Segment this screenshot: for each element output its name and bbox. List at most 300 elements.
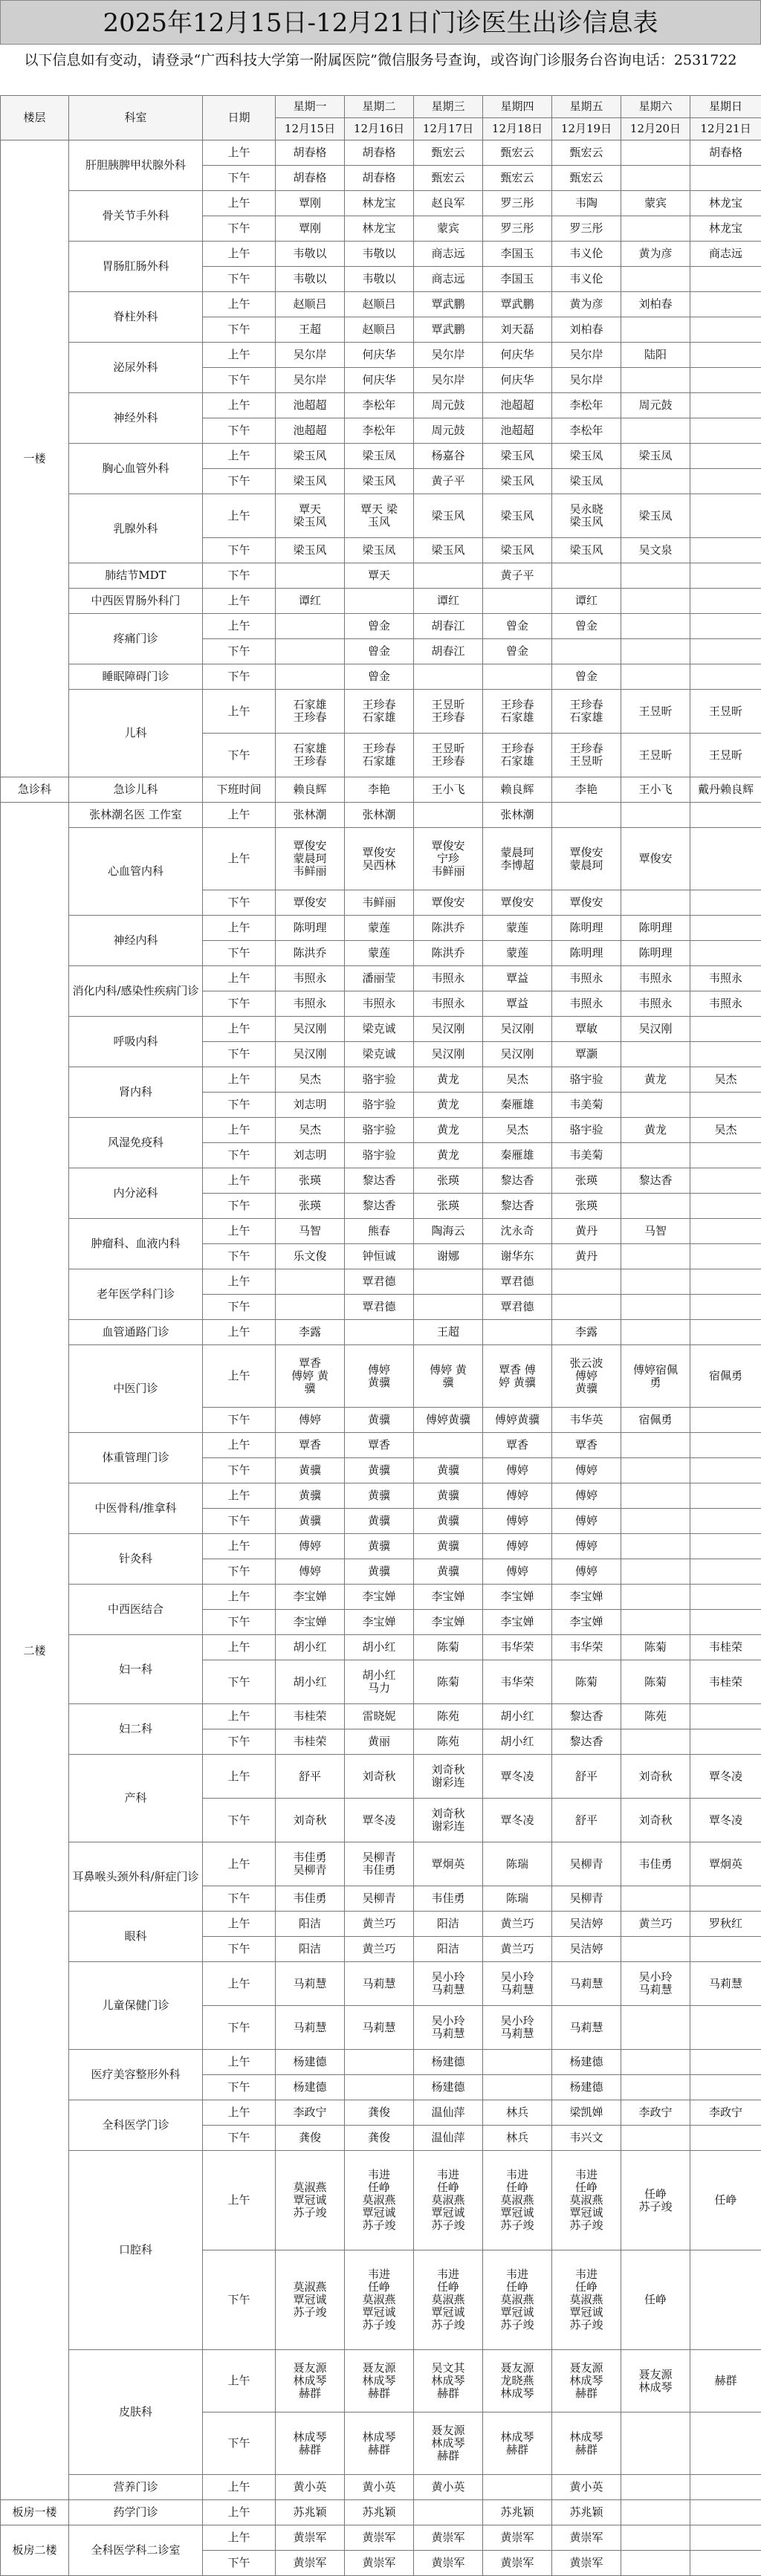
doctor-cell (690, 1143, 761, 1168)
table-row (1, 1320, 761, 1345)
session-label: 上午 (203, 589, 276, 614)
doctor-cell: 吴小玲 马莉慧 (483, 2006, 552, 2050)
floor-label: 急诊科 (1, 777, 69, 803)
doctor-cell: 韦义伦 (552, 267, 621, 292)
doctor-cell: 黄丹 (552, 1219, 621, 1244)
doctor-cell: 黄丽 (345, 1729, 414, 1755)
doctor-cell: 何庆华 (345, 368, 414, 393)
doctor-cell: 吴文其 林成琴 赫群 (414, 2350, 483, 2412)
doctor-cell: 吴汉刚 (276, 1017, 345, 1042)
doctor-cell: 舒平 (552, 1755, 621, 1799)
doctor-cell: 赵顺吕 (345, 317, 414, 343)
doctor-cell: 王超 (414, 1320, 483, 1345)
department-name: 儿童保健门诊 (69, 1962, 203, 2050)
session-label: 上午 (203, 916, 276, 941)
session-label: 上午 (203, 292, 276, 317)
doctor-cell: 陈苑 (414, 1704, 483, 1729)
table-row (1, 1704, 761, 1729)
doctor-cell (345, 589, 414, 614)
notice-text: 以下信息如有变动，请登录“广西科技大学第一附属医院”微信服务号查询，或咨询门诊服务台咨询电话：2531722 (0, 45, 761, 89)
doctor-cell: 李宝婵 (552, 1585, 621, 1610)
table-row (1, 1534, 761, 1559)
doctor-cell: 梁玉凤 (345, 444, 414, 469)
doctor-cell: 胡春格 (690, 140, 761, 166)
doctor-cell: 李政宁 (690, 2100, 761, 2126)
session-label: 上午 (203, 1067, 276, 1093)
session-label: 下午 (203, 941, 276, 966)
doctor-cell (690, 2050, 761, 2075)
doctor-cell (690, 2126, 761, 2151)
doctor-cell: 陶海云 (414, 1219, 483, 1244)
doctor-cell: 覃俊安 (276, 890, 345, 916)
doctor-cell: 韦照永 (276, 991, 345, 1017)
doctor-cell (621, 166, 690, 191)
doctor-cell (621, 1585, 690, 1610)
doctor-cell: 傅婷 (483, 1483, 552, 1509)
doctor-cell: 黄崇军 (414, 2551, 483, 2576)
doctor-cell: 李宝婵 (483, 1610, 552, 1635)
doctor-cell (690, 2525, 761, 2551)
doctor-cell (690, 2250, 761, 2350)
table-row (1, 444, 761, 469)
doctor-cell (621, 418, 690, 444)
doctor-cell (690, 1017, 761, 1042)
doctor-cell: 李政宁 (621, 2100, 690, 2126)
doctor-cell: 黄崇军 (552, 2551, 621, 2576)
doctor-cell: 温仙萍 (414, 2100, 483, 2126)
doctor-cell: 傅婷 (552, 1483, 621, 1509)
doctor-cell: 黄崇军 (345, 2525, 414, 2551)
doctor-cell (690, 2500, 761, 2525)
doctor-cell: 韦华荣 (483, 1660, 552, 1704)
session-label: 下午 (203, 1610, 276, 1635)
doctor-cell (621, 2412, 690, 2475)
doctor-cell: 张林潮 (276, 803, 345, 828)
session-label: 下午 (203, 2126, 276, 2151)
doctor-cell: 陈明理 (276, 916, 345, 941)
doctor-cell: 李松年 (345, 393, 414, 418)
doctor-cell: 马智 (621, 1219, 690, 1244)
doctor-cell: 阳洁 (276, 1912, 345, 1937)
table-row (1, 777, 761, 803)
doctor-cell: 刘柏春 (552, 317, 621, 343)
doctor-cell: 甄宏云 (552, 140, 621, 166)
doctor-cell: 王昱昕 (621, 690, 690, 734)
doctor-cell: 龚俊 (345, 2100, 414, 2126)
doctor-cell: 韦华英 (552, 1408, 621, 1433)
doctor-cell: 张林潮 (345, 803, 414, 828)
doctor-cell (690, 1559, 761, 1585)
doctor-cell (276, 639, 345, 664)
doctor-cell: 张瑛 (276, 1194, 345, 1219)
doctor-cell: 黄龙 (414, 1093, 483, 1118)
doctor-cell: 梁玉凤 (621, 444, 690, 469)
doctor-cell: 黄小英 (414, 2475, 483, 2500)
doctor-cell: 梁玉凤 (345, 538, 414, 563)
doctor-cell (690, 1886, 761, 1912)
session-label: 上午 (203, 1534, 276, 1559)
doctor-cell: 胡春江 (414, 614, 483, 639)
doctor-cell: 何庆华 (483, 343, 552, 368)
doctor-cell: 吴柳青 (345, 1886, 414, 1912)
doctor-cell: 陆阳 (621, 343, 690, 368)
doctor-cell: 聂友源 林成琴 赫群 (276, 2350, 345, 2412)
doctor-cell: 梁凯婵 (552, 2100, 621, 2126)
doctor-cell: 韦佳勇 (621, 1842, 690, 1886)
doctor-cell (621, 1458, 690, 1483)
doctor-cell: 胡小红 (276, 1660, 345, 1704)
doctor-cell (483, 1320, 552, 1345)
doctor-cell: 王小飞 (621, 777, 690, 803)
department-name: 脊柱外科 (69, 292, 203, 343)
doctor-cell: 聂友源 林成琴 (621, 2350, 690, 2412)
doctor-cell: 潘丽莹 (345, 966, 414, 991)
doctor-cell: 傅婷 黄 骥 (414, 1345, 483, 1408)
session-label: 上午 (203, 2151, 276, 2250)
doctor-cell (276, 1269, 345, 1295)
doctor-cell (621, 614, 690, 639)
doctor-cell: 黄崇军 (276, 2525, 345, 2551)
doctor-cell: 杨嘉谷 (414, 444, 483, 469)
table-row (1, 2525, 761, 2551)
doctor-cell: 胡小红 (345, 1635, 414, 1660)
department-name: 妇一科 (69, 1635, 203, 1704)
doctor-cell: 覃香 傅婷 黄 骥 (276, 1345, 345, 1408)
doctor-cell: 傅婷 (276, 1534, 345, 1559)
doctor-cell: 黄龙 (621, 1067, 690, 1093)
doctor-cell: 傅婷 (276, 1408, 345, 1433)
session-label: 下午 (203, 2412, 276, 2475)
department-name: 营养门诊 (69, 2475, 203, 2500)
doctor-cell: 梁玉风 (345, 469, 414, 494)
doctor-cell: 钟恒诚 (345, 1244, 414, 1269)
doctor-cell: 韦敬以 (345, 267, 414, 292)
table-row (1, 1842, 761, 1886)
table-row (1, 664, 761, 690)
doctor-cell (483, 2075, 552, 2100)
doctor-cell: 黄丹 (552, 1244, 621, 1269)
session-label: 上午 (203, 1345, 276, 1408)
department-name: 胸心血管外科 (69, 444, 203, 494)
doctor-cell: 陈苑 (621, 1704, 690, 1729)
doctor-cell: 吴小玲 马莉慧 (621, 1962, 690, 2006)
table-row (1, 828, 761, 890)
session-label: 下午 (203, 1729, 276, 1755)
table-row (1, 1483, 761, 1509)
doctor-cell: 蒙宾 (621, 191, 690, 216)
doctor-cell: 李松年 (552, 393, 621, 418)
doctor-cell: 吴杰 (690, 1067, 761, 1093)
doctor-cell: 王昱昕 (690, 734, 761, 777)
doctor-cell (621, 1483, 690, 1509)
doctor-cell: 任峥 (621, 2250, 690, 2350)
department-name: 血管通路门诊 (69, 1320, 203, 1345)
table-row (1, 494, 761, 538)
doctor-cell: 黄骥 (414, 1509, 483, 1534)
session-label: 下午 (203, 1244, 276, 1269)
session-label: 上午 (203, 1585, 276, 1610)
doctor-cell: 苏兆颖 (345, 2500, 414, 2525)
doctor-cell (552, 563, 621, 589)
doctor-cell: 黄崇军 (483, 2551, 552, 2576)
doctor-cell (345, 2050, 414, 2075)
session-label: 下午 (203, 890, 276, 916)
doctor-cell (621, 589, 690, 614)
doctor-cell: 聂友源 林成琴 赫群 (345, 2350, 414, 2412)
session-label: 下午 (203, 317, 276, 343)
doctor-cell: 韦照永 (552, 991, 621, 1017)
doctor-cell: 李宝婵 (345, 1585, 414, 1610)
doctor-cell: 韦桂荣 (276, 1704, 345, 1729)
doctor-cell: 黄骥 (414, 1458, 483, 1483)
session-label: 下午 (203, 2075, 276, 2100)
table-row (1, 1168, 761, 1194)
department-name: 中西医结合 (69, 1585, 203, 1635)
doctor-cell: 吴汉刚 (414, 1017, 483, 1042)
doctor-cell: 吴汉刚 (414, 1042, 483, 1067)
doctor-cell (690, 2551, 761, 2576)
department-name: 药学门诊 (69, 2500, 203, 2525)
doctor-cell (414, 2500, 483, 2525)
date-cell: 12月16日 (345, 118, 414, 140)
doctor-cell: 罗三彤 (552, 216, 621, 242)
doctor-cell: 吴洁婷 (552, 1937, 621, 1962)
session-label: 上午 (203, 966, 276, 991)
doctor-cell: 甄宏云 (414, 166, 483, 191)
doctor-cell (690, 589, 761, 614)
doctor-cell: 黄崇军 (483, 2525, 552, 2551)
doctor-cell: 梁克诚 (345, 1017, 414, 1042)
doctor-cell (621, 1093, 690, 1118)
session-label: 上午 (203, 1635, 276, 1660)
doctor-cell: 李宝婵 (345, 1610, 414, 1635)
doctor-cell: 韦佳勇 (276, 1886, 345, 1912)
doctor-cell: 马莉慧 (276, 2006, 345, 2050)
doctor-cell: 韦进 任峥 莫淑燕 覃冠诚 苏子竣 (483, 2151, 552, 2250)
doctor-cell: 陈菊 (414, 1660, 483, 1704)
doctor-cell: 聂友源 林成琴 赫群 (552, 2350, 621, 2412)
department-name: 胃肠肛肠外科 (69, 242, 203, 292)
doctor-cell: 赖良辉 (483, 777, 552, 803)
doctor-cell: 林龙宝 (345, 216, 414, 242)
doctor-cell: 赵良军 (414, 191, 483, 216)
doctor-cell: 刘奇秋 (276, 1799, 345, 1842)
doctor-cell (690, 1295, 761, 1320)
doctor-cell: 陈明理 (621, 941, 690, 966)
doctor-cell: 覃俊安 (621, 828, 690, 890)
doctor-cell: 韦陶 (552, 191, 621, 216)
doctor-cell (690, 2475, 761, 2500)
doctor-cell (621, 890, 690, 916)
department-name: 中医骨科/推拿科 (69, 1483, 203, 1534)
doctor-cell: 李宝婵 (276, 1585, 345, 1610)
doctor-cell: 黄子平 (414, 469, 483, 494)
session-label: 下午 (203, 1295, 276, 1320)
session-label: 下午 (203, 639, 276, 664)
session-label: 下午 (203, 418, 276, 444)
doctor-cell: 黄骥 (414, 1483, 483, 1509)
department-name: 全科医学科二诊室 (69, 2525, 203, 2576)
doctor-cell: 雷晓妮 (345, 1704, 414, 1729)
doctor-cell: 刘奇秋 谢彩连 (414, 1755, 483, 1799)
doctor-cell: 林龙宝 (690, 216, 761, 242)
doctor-cell: 阳洁 (414, 1912, 483, 1937)
doctor-cell: 胡春格 (345, 166, 414, 191)
doctor-cell: 韦鲜丽 (345, 890, 414, 916)
doctor-cell (621, 1433, 690, 1458)
doctor-cell: 韦桂荣 (690, 1660, 761, 1704)
doctor-cell: 胡小红 马力 (345, 1660, 414, 1704)
doctor-cell: 曾金 (345, 639, 414, 664)
doctor-cell: 商志远 (414, 267, 483, 292)
doctor-cell: 石家雄 王珍春 (276, 690, 345, 734)
doctor-cell: 黎达香 (483, 1168, 552, 1194)
session-label: 上午 (203, 1219, 276, 1244)
department-name: 肾内科 (69, 1067, 203, 1118)
doctor-cell: 李宝婵 (483, 1585, 552, 1610)
doctor-cell (690, 1269, 761, 1295)
doctor-cell (690, 1458, 761, 1483)
doctor-cell: 龚俊 (345, 2126, 414, 2151)
session-label: 上午 (203, 1483, 276, 1509)
table-row (1, 690, 761, 734)
doctor-cell: 吴尔岸 (276, 343, 345, 368)
doctor-cell: 黄小英 (345, 2475, 414, 2500)
session-label: 上午 (203, 444, 276, 469)
doctor-cell: 蒙莲 (483, 916, 552, 941)
doctor-cell (621, 664, 690, 690)
doctor-cell: 王昱昕 (621, 734, 690, 777)
doctor-cell: 谭红 (414, 589, 483, 614)
doctor-cell (690, 317, 761, 343)
doctor-cell (690, 1433, 761, 1458)
doctor-cell: 杨建德 (276, 2050, 345, 2075)
doctor-cell (690, 2075, 761, 2100)
doctor-cell: 胡春格 (276, 166, 345, 191)
doctor-cell (621, 1143, 690, 1168)
date-cell: 12月21日 (690, 118, 761, 140)
table-row (1, 1635, 761, 1660)
table-row (1, 966, 761, 991)
department-name: 神经内科 (69, 916, 203, 966)
doctor-cell: 张瑛 (552, 1194, 621, 1219)
doctor-cell: 骆宇验 (345, 1143, 414, 1168)
doctor-cell: 苏兆颖 (276, 2500, 345, 2525)
session-label: 下班时间 (203, 777, 276, 803)
doctor-cell: 覃武鹏 (483, 292, 552, 317)
doctor-cell: 傅婷 (552, 1509, 621, 1534)
doctor-cell (621, 563, 690, 589)
doctor-cell: 宿佩勇 (621, 1408, 690, 1433)
doctor-cell: 李宝婵 (414, 1585, 483, 1610)
doctor-cell (621, 469, 690, 494)
session-label: 下午 (203, 1886, 276, 1912)
doctor-cell: 曾金 (345, 614, 414, 639)
doctor-cell: 骆宇验 (552, 1067, 621, 1093)
doctor-cell: 覃俊安 蒙晨珂 (552, 828, 621, 890)
doctor-cell (483, 2050, 552, 2075)
date-header: 日期 (203, 96, 276, 140)
doctor-cell (690, 1194, 761, 1219)
doctor-cell: 杨建德 (276, 2075, 345, 2100)
doctor-cell: 韦照永 (690, 991, 761, 1017)
table-row (1, 2050, 761, 2075)
doctor-cell: 张瑛 (414, 1194, 483, 1219)
doctor-cell: 吴柳青 (552, 1842, 621, 1886)
session-label: 上午 (203, 1962, 276, 2006)
table-row (1, 2350, 761, 2412)
doctor-cell (621, 267, 690, 292)
doctor-cell: 黄兰巧 (345, 1912, 414, 1937)
doctor-cell (621, 1194, 690, 1219)
doctor-cell: 韦华荣 (483, 1635, 552, 1660)
session-label: 下午 (203, 368, 276, 393)
table-row (1, 292, 761, 317)
table-row (1, 563, 761, 589)
doctor-cell: 王昱昕 王珍春 (414, 734, 483, 777)
doctor-cell (690, 890, 761, 916)
doctor-cell: 韦进 任峥 莫淑燕 覃冠诚 苏子竣 (483, 2250, 552, 2350)
doctor-cell: 王超 (276, 317, 345, 343)
doctor-cell: 覃刚 (276, 191, 345, 216)
weekday-header: 星期二 (345, 96, 414, 118)
table-row (1, 1433, 761, 1458)
doctor-cell: 韦照永 (276, 966, 345, 991)
doctor-cell: 王昱昕 王珍春 (414, 690, 483, 734)
doctor-cell: 王昱昕 (690, 690, 761, 734)
doctor-cell (621, 1269, 690, 1295)
doctor-cell: 黄龙 (414, 1118, 483, 1143)
session-label: 上午 (203, 1755, 276, 1799)
session-label: 上午 (203, 1842, 276, 1886)
doctor-cell: 陈明理 (621, 916, 690, 941)
doctor-cell (621, 1729, 690, 1755)
doctor-cell (690, 166, 761, 191)
doctor-cell: 覃冬凌 (483, 1799, 552, 1842)
doctor-cell: 马莉慧 (345, 1962, 414, 2006)
doctor-cell: 蒙莲 (345, 916, 414, 941)
doctor-cell: 蒙宾 (414, 216, 483, 242)
doctor-cell (276, 563, 345, 589)
doctor-cell: 傅婷 (552, 1534, 621, 1559)
doctor-cell: 韦美菊 (552, 1093, 621, 1118)
session-label: 上午 (203, 393, 276, 418)
doctor-cell: 梁玉风 (276, 444, 345, 469)
doctor-cell: 吴尔岸 (552, 368, 621, 393)
floor-header: 楼层 (1, 96, 69, 140)
doctor-cell: 刘志明 (276, 1143, 345, 1168)
session-label: 下午 (203, 991, 276, 1017)
doctor-cell: 林龙宝 (345, 191, 414, 216)
table-row (1, 803, 761, 828)
doctor-cell (690, 614, 761, 639)
doctor-cell: 杨建德 (552, 2050, 621, 2075)
doctor-cell: 傅婷 (552, 1458, 621, 1483)
doctor-cell: 陈瑞 (483, 1842, 552, 1886)
doctor-cell: 曾金 (552, 664, 621, 690)
doctor-cell: 阳洁 (414, 1937, 483, 1962)
doctor-cell: 梁玉风 (483, 538, 552, 563)
session-label: 上午 (203, 2525, 276, 2551)
doctor-cell: 吴文泉 (621, 538, 690, 563)
doctor-cell: 林成琴 赫群 (483, 2412, 552, 2475)
doctor-cell: 覃香 傅 婷 黄骥 (483, 1345, 552, 1408)
doctor-cell: 覃君德 (483, 1269, 552, 1295)
department-name: 全科医学门诊 (69, 2100, 203, 2151)
doctor-cell: 覃天 梁 玉风 (345, 494, 414, 538)
schedule-table (0, 95, 761, 2576)
weekday-header: 星期三 (414, 96, 483, 118)
